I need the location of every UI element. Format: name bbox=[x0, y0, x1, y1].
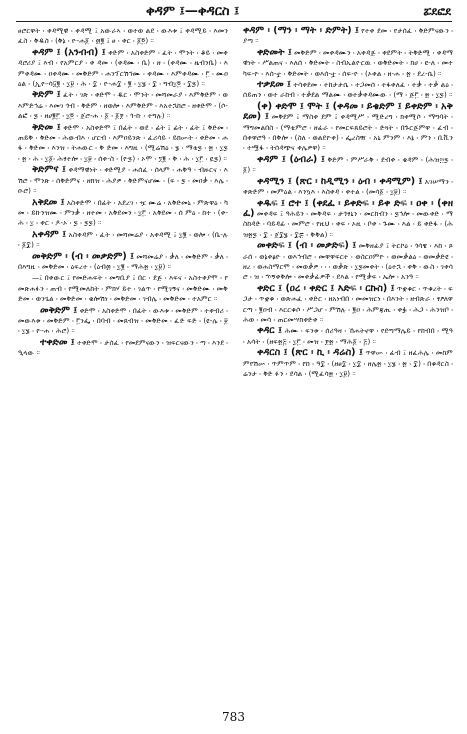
entry-headword: ቀድር ፤ (ዐረ ፡ ቀድር ፤ እድፍ ፡ ርኩስ) ፤ bbox=[257, 282, 395, 294]
dictionary-entry bbox=[243, 284, 453, 326]
entry-definition: መቀዳፍ ፤ ዓሕይን ፡ መቅዳፍ ፡ ታጎፃኒን ፡ መርከብን ፡ ፯ኅሎ ፡ መውቀድ ፡ ማስከዳድ ፡ ባይዳፊ ፡ መምሮ ፡ የዚህ ፡ ቀፍ ፡ ኦዚ ፡ ቦቀ ፡ ጉሙ ፡ እል ፡ ይ ቀድፋ ፡ (ሕዝ፳፯ ፡ ፰ ፡ ጀ፰፮ ፡ ፰፷ ፡ ቅቅል) ። bbox=[243, 208, 453, 239]
entry-definition: ቀድሞ ፡ አስቀድሞ ፡ በፊት ፡ ውእቱ ፡ መቅድም ፡ ተቀብሪ ፡ መውእቱ ፡ መቅድም ፡ ፫ንፌ ፡ በባብ ፡ መጸብዝ ፡ መቅድመ ፡ ፈድ ፍድ ፡ (ዩ-ሌ ፡ ፱ ፡ ፲፮ ፡ ዮ-ሐ ፡ ሕሮ) ። bbox=[18, 305, 228, 336]
entry-headword: ቀዳርስ ፤ (ጽር ፡ ኪ ፡ ዳሬስ) ፤ bbox=[257, 347, 363, 359]
entry-definition: ቀድሞ ፡ አስቀድሞ ፤ በፊት ፡ ወደ ፡ ፊት ፤ ፊት ፡ ፊት ፤ ቅድመ ፡ ጠይቅ ፡ ቅድመ ፡ ሕውብእ ፡ ሆርብ ፡ እምዐይንጽ ፡ ፈሪሳይ ፡ ይክሡት ፡ ቀድመ ፡ ሐፋ ፡ ቅድመ ፡ እንዝ ፡ ትሐውር ፡ ቅ ድመ ፡ እግዚ ፡ (ሚሬሽዕ ፡ ፮ ፡ ማቴ፯ ፡ ፳ ፡ ፲፯ ፡ ፳ ፡ ሕ ፡ ፲፩፡ ሕፃተሎ ፡ ፲፱ ፡ ሰቀ-ስ ፡ (ዮ፯) ፡ ኦሞ ፡ ፺፪ ፡ ቅ ፡ ሕ ፡ ፲፫ ፡ ዬ፯) ። bbox=[18, 122, 228, 163]
dictionary-entry bbox=[243, 177, 453, 198]
entry-headword: ተቃደመ ፤ bbox=[257, 79, 291, 91]
entry-definition: የተቀ ደመ ፡ የታሰፈ ፡ ቅድምናውን ፡ ያጣ ። bbox=[243, 26, 453, 46]
dictionary-entry bbox=[243, 199, 453, 241]
entry-headword: ቀዱፍ ፤ ሮተ ፤ (ቀደፈ ፡ ይቀድፍ ፡ ይቀ ድፍ ፡ ዐቀ ፡ (ቀዘፈ) bbox=[243, 197, 453, 219]
entry-headword: መቀድፍ ፤ (ብ ፡ መቃድፍ) ፤ bbox=[257, 240, 357, 252]
entry-definition: ቀድም ፡ አስቀድም ፡ ፈት ፡ ሞንት ፡ ቆይ ፡ መቀዳሮሪያ ፤ እብ ፡ የአምርያ ፡ ቀ ዳመ ፡ (ቀዳሙ ፡ ቤ) ፡ ዘ ፡ (ቀዳሙ ፡ ዜብንቤ) ፡ እምቀዳሙ ፡ ዐቀዳሙ ፡ መቅድም ፡ ሐንፕርሽኅሙ ፡ ቀዳሙ ፡ እምቀዳሙ ፡ ፫ ፡ ሙዐ ዕል ፡ (ኢዮ-ሳ፶፪ ፡ ፲፱ ፡ ሕ ፡ ፰ ፡ ዮ-ሐ፰ ፡ ፪ ፡ ፲፮ ፡ ፰ ፡ ግብ፲፬ ፡ ፰፯) ። bbox=[18, 47, 228, 89]
entry-headword: አቅደመ ፤ bbox=[32, 196, 65, 208]
entry-headword: ተቀድመ ፤ bbox=[40, 336, 75, 348]
entry-headword: ቀድመት ፤ bbox=[257, 46, 292, 58]
left-column bbox=[18, 26, 228, 676]
entry-definition: ፈት ፡ ገጽ ፡ ቀድሞ ፡ ዱር ፡ ሞንት ፡ መሻመራያ ፡ እምቅድም ፡ ወእምድኅሬ ፡ እመገ ጎብ ፡ ቅድም ፡ ዘወሎ ፡ እምቅድም ፡ እአተኋከሮ ፡ ዘቀድሞ ፡ (ሶ-ልፎ ፡ ፯ ፡ ዘሀ፪፫ ፡ ፲፬ ፡ ጀሮ-ሐ ፡ ፩ ፡ ፩፻ ፡ ጎ-ኩ ፡ ተግሉ) ። bbox=[18, 90, 228, 121]
dictionary-entry bbox=[18, 198, 228, 229]
dictionary-entry bbox=[18, 26, 228, 47]
entry-headword: ቀዳም ፡ (ማን ፡ ማት ፡ ድምት) ፤ bbox=[243, 26, 359, 36]
entry-headword: ቅድም ፤ bbox=[32, 89, 61, 101]
right-column bbox=[243, 26, 453, 676]
dictionary-entry bbox=[18, 90, 228, 121]
running-header bbox=[0, 0, 467, 22]
entry-headword: ቀዳር ፤ bbox=[257, 325, 283, 337]
entry-headword: ቀዳሚን ፤ (ጽር ፡ ከዲሚን ፡ ዕብ ፡ ቀዳሚም) ፤ bbox=[257, 175, 423, 187]
dictionary-entry bbox=[18, 273, 228, 304]
entry-definition: ቅድም ፡ ምሥራቅ ፡ ደብቀ ፡ ቄዳም ፡ (ሕዝ፵፯ ፡ ፩) ። bbox=[243, 154, 453, 175]
entry-definition: ፀሮርዋት ፡ ቀዳሚዊ ፡ ቀዳሚ ፤ አውራኣ ፡ ወተወ ልደ ፡ ውእቱ ፤ ቀዳሚይ ፡ እመንፈስ ፡ ቅዱስ ፡ (ቅኔ ፡ ዮ-ሐ፩ ፡ ፴፪ ፤ ፀ ፡ ቀር ፡ ፩፬) ። bbox=[18, 26, 228, 46]
header-rule bbox=[16, 21, 452, 22]
dictionary-entry bbox=[18, 230, 228, 251]
entry-headword: ቅድምና ፤ bbox=[32, 164, 66, 176]
dictionary-entry bbox=[18, 338, 228, 359]
header-section: ፚደፎደ bbox=[423, 5, 451, 18]
dictionary-entry bbox=[18, 123, 228, 165]
dictionary-entry bbox=[18, 306, 228, 337]
dictionary-entry bbox=[243, 326, 453, 347]
entry-definition: መቅዘፊያ ፤ ትርኮዕ ፡ ጎሳዌ ፡ እከ ፡ ጾራሰ ፡ ወኔቀፅዮ ፡ ወእኅብሮ ፡ መዋዋፍርተ ፡ ወስርዐምዮ ፡ ወመቃልዕ ፡ ወመቃድዩ ፡ ዘረ ፡ ወሐስማርሞ ፡ መወቃዎ ፡ ፡ ፡ ወቃጽ ፡ ፲፯መቀት ፡ (ዕተኋ ፡ ቀቅ ፡ ውስ ፡ ገቀሳሮ ፡ ዝ ፡ ኍኝቀቅሎ ፡ መቀቃፊዎች ፡ ደእል ፡ የሚቃፍ ፡ ኤሎ ፡ አንዓ ። bbox=[243, 241, 453, 282]
entry-definition: መሻመሬያ ፡ ቃለ ፡ መቅድም ፡ ቃለ ፡ በእግዚ ፡ መቅድመ ፡ ዕፍረተ ፡ (ዕብ፴ ፡ ፲፪ ፡ ማሕ፳ ፡ ፲፱) ። bbox=[18, 251, 228, 271]
entry-definition: ቀዳማዊነት ፡ ቀድሚያ ፡ ሐሰፈ ፡ ሰላም ፡ ሐቅዓ ፡ ብዙርና ፡ እሽሮ ፡ ሞንጽ ፡ ሰቅድምና ፡ ዘክዝ ፡ ሕያዎ ፡ ቅድምናሆሙ ፡ (ፍ ፡ ፯ ፡ መዐቃ ፡ እሌ ፡ ዑሮ) ። bbox=[18, 165, 228, 196]
entry-headword: አቀዳም ፤ bbox=[32, 228, 67, 240]
page-number: 783 bbox=[222, 710, 245, 724]
entry-definition: ተሳቀደመ ፡ ተከታታሴ ፡ ተጋመሰ ፡ ተፋቀለፈ ፡ ተቃ ፡ ተቃ ልዕ ፡ ሰይጠን ፡ ወተ ራከብ ፡ ተቃደል ማልሙ ፡ ወተቃቀዳሙው ፡ (ማ ፡ ጅ፫ ፡ ፳ ፡ ፲፯) ። bbox=[243, 80, 453, 100]
header-range: ቀዳም ፤—ቀዳርስ ፤ bbox=[146, 4, 240, 19]
dictionary-entry bbox=[243, 48, 453, 79]
entry-definition: —፤ በቀውር ፤ የመድሐፍት ፡ መግቢያ ፤ በር ፡ ደጅ ፡ እፍና ፡ አስተቀያሞ ፡ የመጽሐፉን ፡ ጠብ ፡ የሚመለከት ፡ ምክሃ ይተ ፡ ገልጥ ፡ የሚገኝና ፡ መቅድሙ ፡ መቅድመ ፡ ወንጌል ፡ መቅድመ ፡ ቄሎሽነ ፡ መቅድመ ፡ ገብሌ ፡ መቅድመ ፡ ተአምር ። bbox=[18, 273, 228, 304]
entry-definition: አስቀድሞ ፡ በፊት ፡ አደረገ ፡ ዧ ሙሬ ፡ አቅድመኒ ፡ ምጽዋዕ ፡ ካመ ፡ ይኩንዝሙ ፡ ምንቃ ፡ ዘተመ ፡ አቅደመን ፡ ፲፫ ፡ አቅደመ ፡ ሰ ምዕ ፡ ከተ ፡ (ቀ-ሕ ፡ ፲ ፡ ቀር ፡ ዶ-ኦ ፡ ፯ ፡ ፯፯) ። bbox=[18, 197, 228, 228]
dictionary-entry bbox=[243, 102, 453, 154]
entry-headword: መቅድም ፡ (ብ ፡ መቃድም) ፤ bbox=[32, 250, 135, 262]
dictionary-entry bbox=[243, 26, 453, 47]
entry-definition: ተቀድሞ ፡ ታሰፈ ፡ የመደምናውን ፡ ዝፍርናውን ፡ ጣ ፡ እንደ ፡ ዒላው ። bbox=[18, 337, 228, 358]
entry-definition: ጥቋቁር ፡ ጥቁረት ፡ ፍጋታ ፡ ጥቋቁ ፡ ወጽሐፈ ፡ ቀድር ፡ ዘአነብበ ፡ መመዝርነ ፡ በእንት ፡ ዘብጽራ ፡ ፃፆለዋርጣ ፡ ፪ዐብ ፡ እርርቁሶ ፡ ሥጋሆ ፡ ምሽሉ ፡ ፪ዐ ፡ ሕምጃጢ ፡ ቀፏ ፡ ሕጋ ፡ ሕንዝቦ ፡ ሕወ ፡ መሳ ፡ ጠርመሣክቀድቀ ። bbox=[243, 283, 453, 324]
entry-headword: ቀዳም ፤ (ዕብራ) ፤ bbox=[257, 153, 325, 165]
entry-headword: ቀዳም ፤ (አንብብ) ፤ bbox=[32, 46, 106, 58]
entry-headword: (ቀ) ቀድሞ ፤ ሞት ፤ (ቀዳመ ፡ ይቄድም ፤ ይቀድም ፡ አቅደመ) ፤ bbox=[243, 100, 453, 123]
dictionary-entry bbox=[243, 80, 453, 101]
dictionary-entry bbox=[18, 48, 228, 90]
dictionary-entry bbox=[243, 241, 453, 283]
entry-definition: ሕሙ ፡ ፍንቱ ፡ ሰሪዓዛ ፡ ኸሐትኖዋ ፡ የደጣማሌይ ፡ የከብበ ፡ ሚዓ ፡ አሳት ፡ (ዘፍ፳፭ ፡ ፲፫ ፡ መዝ ፡ ፻፳ ፡ ማሕ፩ ፡ ፭) ። bbox=[243, 326, 453, 346]
dictionary-entry bbox=[243, 348, 453, 379]
entry-headword: መቅድም ፤ bbox=[40, 304, 78, 316]
entry-headword: ቅድመ ፤ bbox=[32, 121, 61, 133]
entry-definition: አስቀዳም ፡ ፈት ፡ መሻመሬያ ፡ አቀዳሚ ፤ ፲፪ ፡ ወሎ ፡ (ቤ-ሉ ፡ ፩፰) ። bbox=[18, 229, 228, 250]
entry-definition: መቅድም ፡ መቀዳሙን ፡ አቀዳጅ ፡ ቀደምት ፡ ትቅድሚ ፡ ቀዳማዊነት ፡ ሥልጠና ፡ እለሰ ፡ ቅድመት ፡ ስብኡልዮርዉ ፡ ወቅድመት ፡ ክሀ ፡ ዩ-ለ ፡ መተካፍ-ዮ ፡ እሰ-ቷ ፡ ቅድመት ፡ ወእሰ-ቷ ፡ ሰፍ-ዮ ፡ (ኦቀል ፡ ዘ-ሐ ፡ ፳ ፡ ደረ-ሴ) ። bbox=[243, 47, 453, 78]
entry-definition: መቅደም ፤ ማስቀ ደም ፤ ቀዳሚሥ ፡ ሚድረግ ፡ ክቀሚሶ ፡ ማግባት ፡ ማግመልበስ ፡ (ማቴምሮ ፡ ዘፊራ ፡ የመርፍጸይሮት ፡ ድጓት ፡ በጉርጅምዋ ፡ ፈብ ፡ በቀዋሮዓ ፡ በቅሎ ፡ (ስለ ፡ ወልደዮቀ) ፡ ፌረስዥ ፡ አኒ ምንም ፡ እኔ ፡ ምን ፡ ቢቪን ፡ ተሟፋ ፡ ትሰዳጭና ቀሌዎዋ) ። bbox=[243, 112, 453, 153]
dictionary-entry bbox=[18, 252, 228, 273]
dictionary-entry bbox=[18, 165, 228, 196]
dictionary-entry bbox=[243, 155, 453, 176]
entry-definition: ጥዋሡ ፡ ፊብ ፤ ዘፈሕሌ ፡ መከምምየሽሡ ፡ ጥምጥም ፡ የከ ፡ ዓ፰ ፡ (ዘፀ፰ ፡ ፲፰ ፡ ዘሌ፳ ፡ ፲፮ ፡ ፳ ፡ ፰) ፡ በቁዳርስ ፡ ሬንታ ፡ ቅድ ፉን ፡ ደሳል ፡ (ሚፈሳ፳ ፡ ፲፱) ። bbox=[243, 348, 453, 378]
entry-definition: አገሠማን ፡ ቀጽድም ፡ መምዕል ፡ እንኳእ ፡ እስቀዳ ፡ ቀተል ፡ (መሳ፩ ፡ ፲፱) ። bbox=[243, 176, 453, 197]
